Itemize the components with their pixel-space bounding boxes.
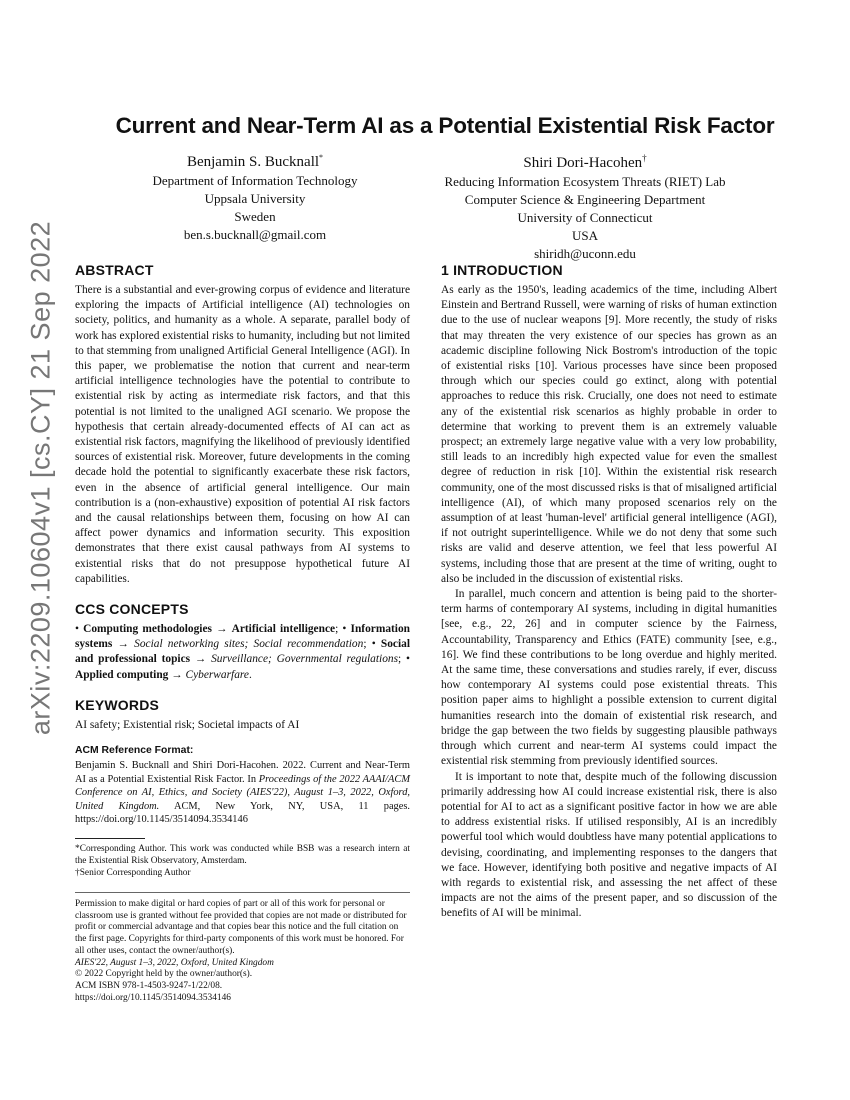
- author-block-1: [135, 148, 375, 244]
- isbn-line: ACM ISBN 978-1-4503-9247-1/22/08.: [75, 981, 223, 992]
- author-affiliation-line: Department of Information Technology: [152, 173, 358, 188]
- doi-line: https://doi.org/10.1145/3514094.3534146: [75, 993, 231, 1004]
- paper-title: Current and Near-Term AI as a Potential Existential Risk Factor: [115, 113, 775, 138]
- intro-paragraph: It is important to note that, despite much of the following discussion primarily addressing how AI could increase existential risk, there is also potential for AI to act as a significant positive factor in how we are able to address existential risks. If utilised responsibly, AI is an incredibly powerful tool which would doubtless have many potential applications to devising, coordinating, and implementing responses to the dangers that we face. However, identifying both positive and negative impacts of AI with regards to existential risk, and assessing the net affect of these impacts are not the aims of the present paper, and so discussion of the benefits of AI will be minimal.: [441, 770, 777, 920]
- acm-reference-heading: ACM Reference Format:: [75, 745, 194, 757]
- abstract-heading: ABSTRACT: [75, 262, 154, 278]
- keywords-heading: KEYWORDS: [75, 696, 160, 713]
- arxiv-sidebar: [25, 220, 56, 736]
- permission-block: [75, 899, 410, 1005]
- author-affiliation-line: Reducing Information Ecosystem Threats (RIET) Lab: [444, 174, 726, 189]
- permission-venue: AIES'22, August 1–3, 2022, Oxford, United Kingdom: [75, 957, 274, 968]
- author-affiliation-line: USA: [571, 228, 598, 243]
- author-affiliation-line: Computer Science & Engineering Department: [464, 192, 706, 207]
- footnotes: [75, 844, 410, 879]
- footnote-rule: [75, 838, 145, 839]
- author-affiliation-line: Uppsala University: [204, 191, 306, 206]
- footnote: *Corresponding Author. This work was conducted while BSB was a research intern at the Existential Risk Observatory, Amsterdam.: [75, 844, 410, 867]
- right-column: [441, 262, 777, 922]
- author-affiliation-line: Sweden: [234, 209, 276, 224]
- acm-reference-text: Benjamin S. Bucknall and Shiri Dori-Hacohen. 2022. Current and Near-Term AI as a Potential Existential Risk Factor. In Proceedings of the 2022 AAAI/ACM Conference on AI, Ethics, and Society (AIES'22), August 1–3, 2022, Oxford, United Kingdom. ACM, New York, NY, USA, 11 pages. https://doi.org/10.1145/3514094.3534146: [75, 760, 410, 825]
- left-column: [75, 262, 410, 1005]
- keywords-text: AI safety; Existential risk; Societal impacts of AI: [75, 718, 300, 731]
- author-name-1: Benjamin S. Bucknall*: [186, 153, 324, 170]
- introduction-heading: 1 INTRODUCTION: [441, 262, 563, 278]
- author-name-2: Shiri Dori-Hacohen†: [523, 153, 647, 171]
- abstract-text: There is a substantial and ever-growing corpus of evidence and literature exploring the impacts of Artificial intelligence (AI) technologies on society, politics, and humanity as a whole. A separate, parallel body of work has explored existential risks to humanity, including but not limited to that stemming from unaligned Artificial General Intelligence (AGI). In this paper, we problematise the notion that current and near-term artificial intelligence technologies have the potential to contribute to existential risk by acting as intermediate risk factors, and that this potential is not limited to the unaligned AGI scenario. We propose the hypothesis that certain already-documented effects of AI can act as existential risk factors, magnifying the likelihood of previously identified sources of existential risk. Moreover, future developments in the coming decade hold the potential to significantly exacerbate these risk factors, even in the absence of artificial general intelligence. Our main contribution is a (non-exhaustive) exposition of potential AI risk factors and the causal relationships between them, focusing on how AI can affect power dynamics and information security. This exposition demonstrates that there exist causal pathways from AI systems to existential risks that do not presuppose hypothetical future AI capabilities.: [75, 284, 410, 585]
- ccs-text: • Computing methodologies → Artificial intelligence; • Information systems → Social networking sites; Social recommendation; • Social and professional topics → Surveillance; Governmental regulations; • Applied computing → Cyberwarfare.: [75, 623, 410, 681]
- permission-text: Permission to make digital or hard copies of part or all of this work for personal or classroom use is granted without fee provided that copies are not made or distributed for profit or commercial advantage and that copies bear this notice and the full citation on the first page. Copyrights for third-party components of this work must be honored. For all other uses, contact the owner/author(s).: [75, 898, 407, 956]
- ccs-section: [75, 601, 410, 683]
- acm-reference: [75, 743, 410, 826]
- footnote: †Senior Corresponding Author: [75, 867, 191, 878]
- intro-paragraph: As early as the 1950's, leading academics of the time, including Albert Einstein and Bertrand Russell, were warning of risks of human extinction due to the use of nuclear weapons [9]. More recently, the study of risks that may threaten the very existence of our species has grown as an academic discipline following Nick Bostrom's introduction of the topic of existential risks [10]. Various processes have since been proposed through which our species could go extinct, along with potential approaches to reduce this risk. Crucially, one does not need to estimate any of the existential risk scenarios as highly probable in order to determine that working to prevent them is an extremely valuable prospect; an extremely large negative value with a very low probability, still leads to an incredibly high expected value for even the smallest degree of reduction in risk [10]. Within the existential risk research community, one of the most discussed risks is that of misaligned artificial intelligence (AI), of which many proposed scenarios rely on the assumption of at least 'human-level' artificial general intelligence (AGI), if not outright superintelligence. While we do not deny that some such risks are valid and deserve attention, we feel that less powerful AI systems, including those that are present at the time of writing, ought to also be included in the discussion of existential risks.: [441, 284, 777, 585]
- copyright-line: © 2022 Copyright held by the owner/author(s).: [75, 969, 253, 980]
- keywords-section: [75, 697, 410, 733]
- author-email-2: shiridh@uconn.edu: [534, 246, 636, 261]
- abstract-section: [75, 262, 410, 587]
- author-block-2: [435, 148, 735, 263]
- author-email-1: ben.s.bucknall@gmail.com: [183, 227, 327, 242]
- permission-rule: [75, 892, 410, 893]
- ccs-heading: CCS CONCEPTS: [75, 601, 189, 618]
- arxiv-identifier: arXiv:2209.10604v1 [cs.CY] 21 Sep 2022: [25, 220, 56, 736]
- intro-paragraph: In parallel, much concern and attention is being paid to the shorter-term harms of contemporary AI systems, including in digital humanities [see, e.g., 22, 26] and in computer science by the Fairness, Accountability, Transparency and Ethics (FATE) community [see, e.g., 16]. We find these contributions to be long overdue and highly merited. At the same time, these conversations and studies rarely, if ever, discuss how contemporary AI systems could pose existential threats. This position paper aims to highlight a possible extension to current digital humanities research into the domain of existential risk research, and bridge the gap between the two fields by suggesting plausible pathways through which current and near-term AI systems could impact the existential risk stemming from previously identified sources.: [441, 588, 777, 768]
- author-affiliation-line: University of Connecticut: [517, 210, 653, 225]
